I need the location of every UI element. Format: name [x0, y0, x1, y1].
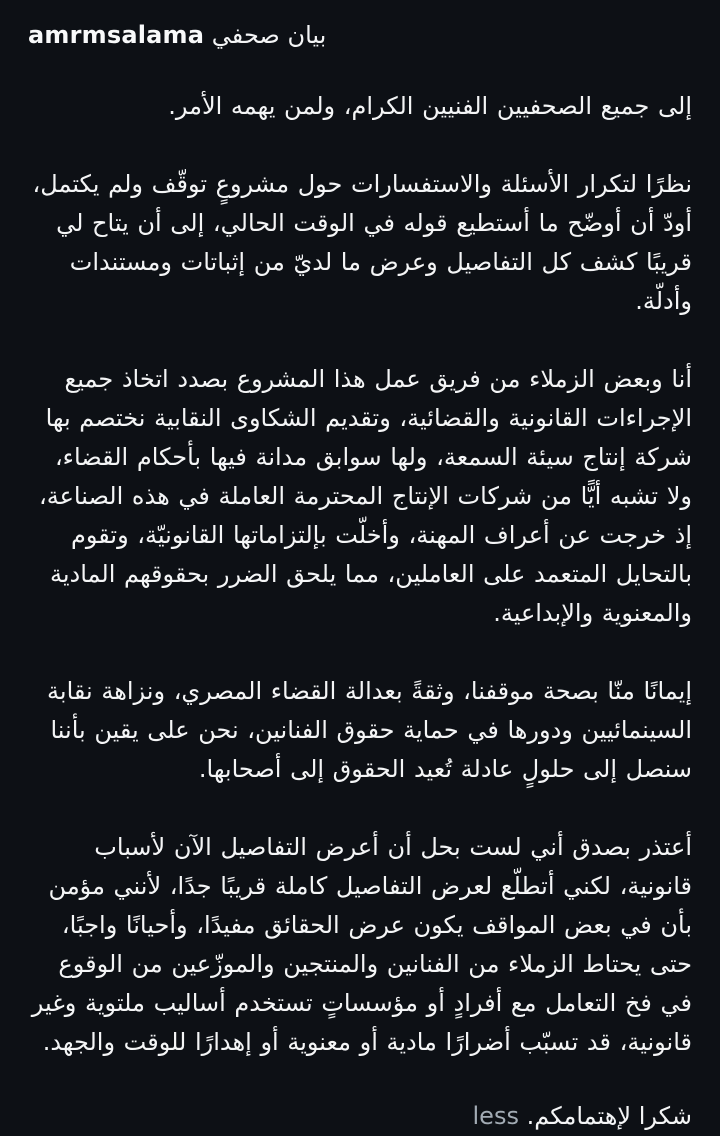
caption-paragraph: أنا وبعض الزملاء من فريق عمل هذا المشروع بصدد اتخاذ جميع الإجراءات القانونية والقضائية، وتقديم الشكاوى النقابية نختصم بها شركة إنتاج سيئة السمعة، ولها سوابق مدانة فيها بأحكام القضاء، ولا تشبه أيًّا من شركات الإنتاج المحترمة العاملة في هذه الصناعة، إذ خرجت عن أعراف المهنة، وأخلّت بإلتزاماتها القانونيّة، وتقوم بالتحايل المتعمد على العاملين، مما يلحق الضرر بحقوقهم المادية والمعنوية والإبداعية. [39, 365, 692, 627]
caption-footer [28, 1097, 692, 1136]
caption-paragraph: إيمانًا منّا بصحة موقفنا، وثقةً بعدالة القضاء المصري، ونزاهة نقابة السينمائيين ودورها في حماية حقوق الفنانين، نحن على يقين بأننا سنصل إلى حلولٍ عادلة تُعيد الحقوق إلى أصحابها. [47, 677, 692, 783]
caption-paragraph: نظرًا لتكرار الأسئلة والاستفسارات حول مشروعٍ توقّف ولم يكتمل، أودّ أن أوضّح ما أستطيع قوله في الوقت الحالي، إلى أن يتاح لي قريبًا كشف كل التفاصيل وعرض ما لديّ من إثباتات ومستندات وأدلّة. [32, 170, 692, 315]
caption-header [28, 16, 692, 55]
caption-paragraph: أعتذر بصدق أني لست بحل أن أعرض التفاصيل الآن لأسباب قانونية، لكني أتطلّع لعرض التفاصيل كاملة قريبًا جدًا، لأنني مؤمن بأن في بعض المواقف يكون عرض الحقائق مفيدًا، وأحيانًا واجبًا، حتى يحتاط الزملاء من الفنانين والمنتجين والموزّعين من الوقوع في فخ التعامل مع أفرادٍ أو مؤسساتٍ تستخدم أساليب ملتوية وغير قانونية، قد تسبّب أضرارًا مادية أو معنوية أو إهدارًا للوقت والجهد. [31, 833, 692, 1056]
less-toggle[interactable]: less [472, 1102, 519, 1130]
username-link[interactable]: amrmsalama [28, 21, 205, 49]
caption-body [28, 87, 692, 1062]
caption-paragraph: إلى جميع الصحفيين الفنيين الكرام، ولمن يهمه الأمر. [168, 92, 692, 120]
caption-closing: شكرا لإهتمامكم. [526, 1102, 692, 1130]
caption-intro: بيان صحفي [211, 21, 327, 49]
